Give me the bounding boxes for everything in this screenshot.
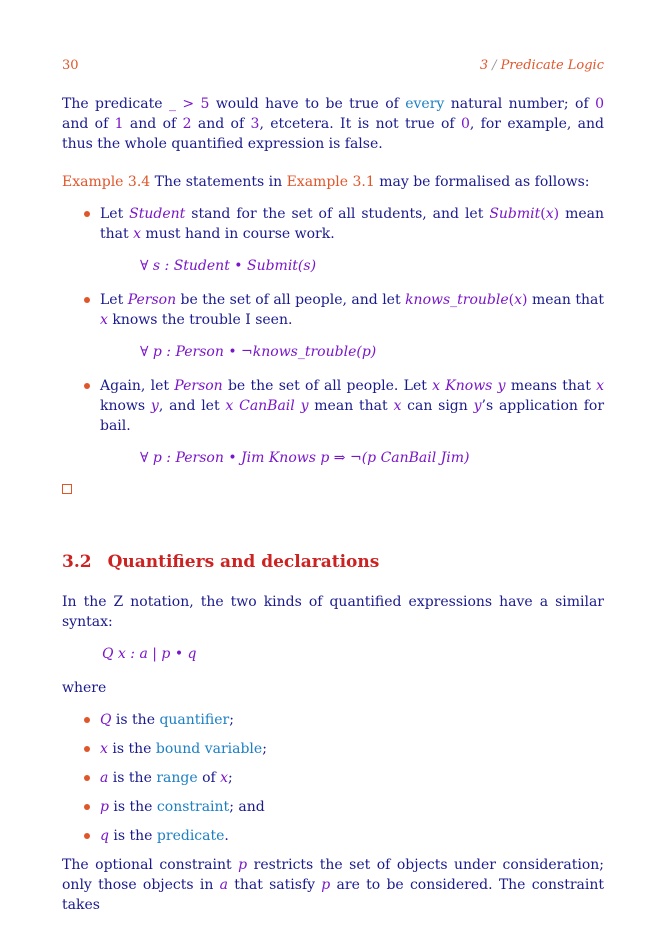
list-item: Let Person be the set of all people, and let knows_trouble(x) mean that x knows the trouble I seen. ∀ p : Person • ¬knows_trouble(p) (62, 290, 604, 362)
bullet-icon (84, 383, 90, 389)
example-paragraph: Example 3.4 The statements in Example 3.1 may be formalised as follows: (62, 174, 590, 190)
syntax-formula: Q x : a | p • q (102, 646, 197, 662)
bullet-icon (84, 775, 90, 781)
list-item: x is the bound variable; (62, 739, 604, 759)
section-number: 3.2 (62, 552, 92, 572)
constraint-paragraph: The optional constraint p restricts the set of objects under consideration; only those objects in a that satisfy p are to be considered. The constraint takes (62, 857, 604, 913)
chapter-heading: 3 / Predicate Logic (479, 58, 604, 73)
list-item: p is the constraint; and (62, 797, 604, 817)
term-every: every (405, 96, 445, 112)
bullet-icon (84, 746, 90, 752)
formula: ∀ s : Student • Submit(s) (140, 258, 317, 274)
where-text: where (62, 680, 107, 696)
list-item: q is the predicate. (62, 826, 604, 846)
example-label: Example 3.4 (62, 174, 151, 190)
term-link[interactable]: predicate (156, 828, 225, 844)
bullet-icon (84, 297, 90, 303)
definition-list (62, 710, 604, 846)
list-item: a is the range of x; (62, 768, 604, 788)
bullet-icon (84, 833, 90, 839)
bullet-icon (84, 804, 90, 810)
term-link[interactable]: bound variable (155, 741, 263, 757)
intro-paragraph: In the Z notation, the two kinds of quantified expressions have a similar syntax: (62, 594, 604, 630)
document-page (62, 58, 604, 915)
term-link[interactable]: range (156, 770, 198, 786)
page-number: 30 (62, 58, 79, 73)
formula: ∀ p : Person • ¬knows_trouble(p) (140, 344, 377, 360)
example-bullet-list (62, 204, 604, 468)
formula: ∀ p : Person • Jim Knows p ⇒ ¬(p CanBail Jim) (140, 450, 470, 466)
example-reference-link[interactable]: Example 3.1 (286, 174, 375, 190)
term-link[interactable]: quantifier (159, 712, 230, 728)
bullet-icon (84, 211, 90, 217)
section-heading (62, 552, 604, 572)
list-item: Let Student stand for the set of all students, and let Submit(x) mean that x must hand in course work. ∀ s : Student • Submit(s) (62, 204, 604, 276)
term-link[interactable]: constraint (156, 799, 230, 815)
section-title: Quantifiers and declarations (107, 552, 380, 572)
qed-box-icon (62, 484, 72, 494)
running-head (62, 58, 604, 78)
bullet-icon (84, 717, 90, 723)
paragraph-predicate: The predicate _ > 5 would have to be true of every natural number; of 0 and of 1 and of 2 and of 3, etcetera. It is not true of 0, for example, and thus the whole quantified expression is false. (62, 96, 604, 152)
list-item: Again, let Person be the set of all people. Let x Knows y means that x knows y, and let x CanBail y mean that x can sign y’s application for bail. ∀ p : Person • Jim Knows p ⇒ ¬(p CanBail Jim) (62, 376, 604, 468)
list-item: Q is the quantifier; (62, 710, 604, 730)
